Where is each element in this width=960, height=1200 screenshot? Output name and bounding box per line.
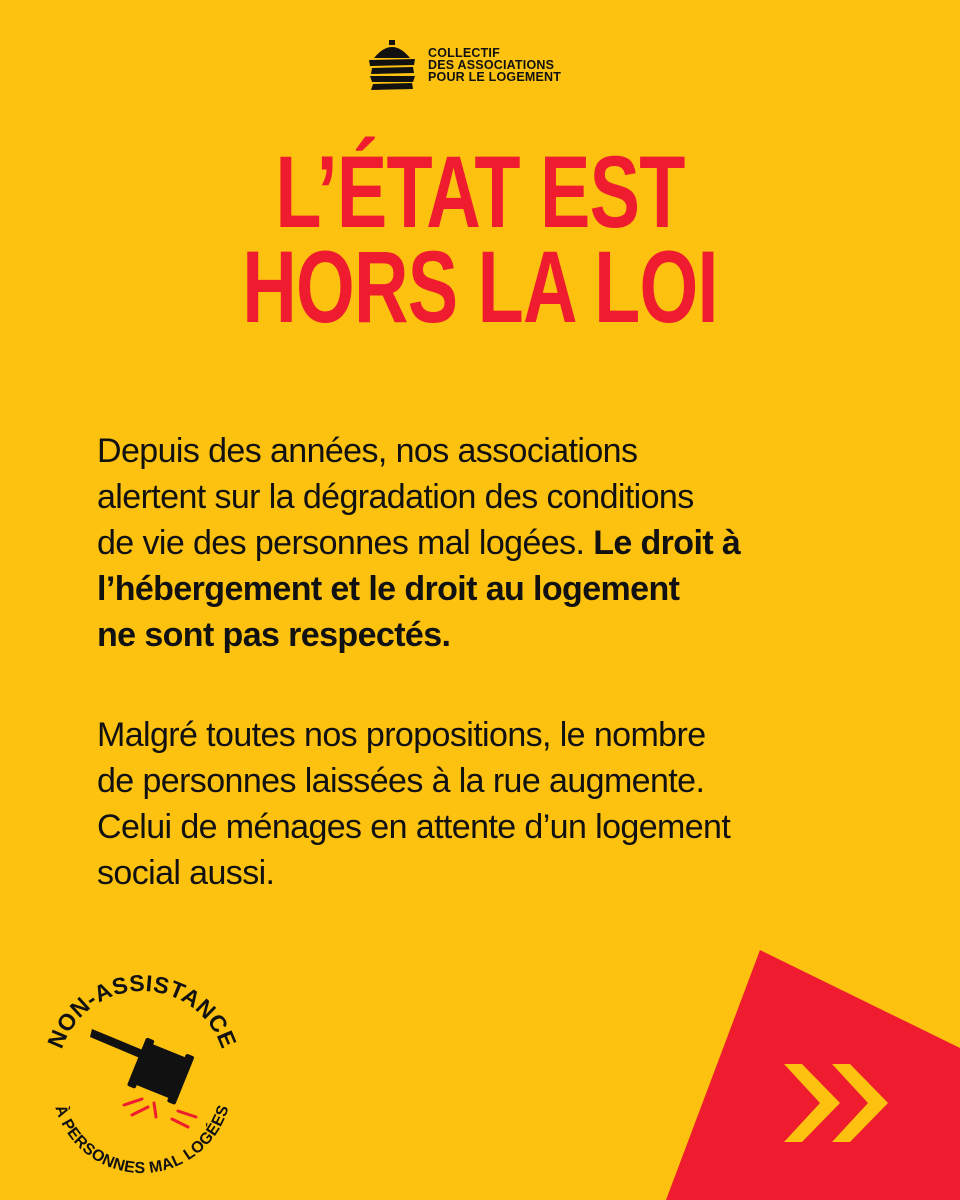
headline-line-1: L’ÉTAT EST — [275, 135, 685, 249]
paragraph-line: de personnes laissées à la rue augmente. — [97, 762, 705, 800]
org-name-line: DES ASSOCIATIONS — [428, 58, 555, 72]
badge-top-text: NON-ASSISTANCE — [42, 969, 242, 1052]
house-icon — [366, 38, 418, 92]
paragraph-line: alertent sur la dégradation des conditions — [97, 478, 694, 516]
paragraph-bold-line: l’hébergement et le droit au logement — [97, 570, 680, 608]
paragraph-1 — [97, 428, 917, 658]
paragraph-line: Malgré toutes nos propositions, le nombre — [97, 716, 706, 754]
paragraph-text: de vie des personnes mal logées. — [97, 524, 594, 562]
paragraph-bold-text: Le droit à — [593, 524, 741, 562]
paragraph-line: social aussi. — [97, 854, 275, 892]
org-name-line: COLLECTIF — [428, 46, 500, 60]
paragraph-bold-line: ne sont pas respectés. — [97, 616, 451, 654]
paragraph-line: Depuis des années, nos associations — [97, 432, 638, 470]
paragraph-line — [97, 520, 917, 566]
paragraph-line: Celui de ménages en attente d’un logement — [97, 808, 731, 846]
org-name-line: POUR LE LOGEMENT — [428, 70, 562, 84]
gavel-icon — [90, 1029, 196, 1127]
badge-bottom-text: À PERSONNES MAL LOGÉES — [51, 1102, 233, 1178]
org-logo — [366, 36, 626, 92]
headline-line-2: HORS LA LOI — [242, 230, 718, 344]
paragraph-2 — [97, 712, 917, 896]
double-chevron-right-icon[interactable] — [780, 1058, 895, 1148]
non-assistance-badge — [32, 965, 252, 1185]
org-name — [428, 47, 561, 83]
